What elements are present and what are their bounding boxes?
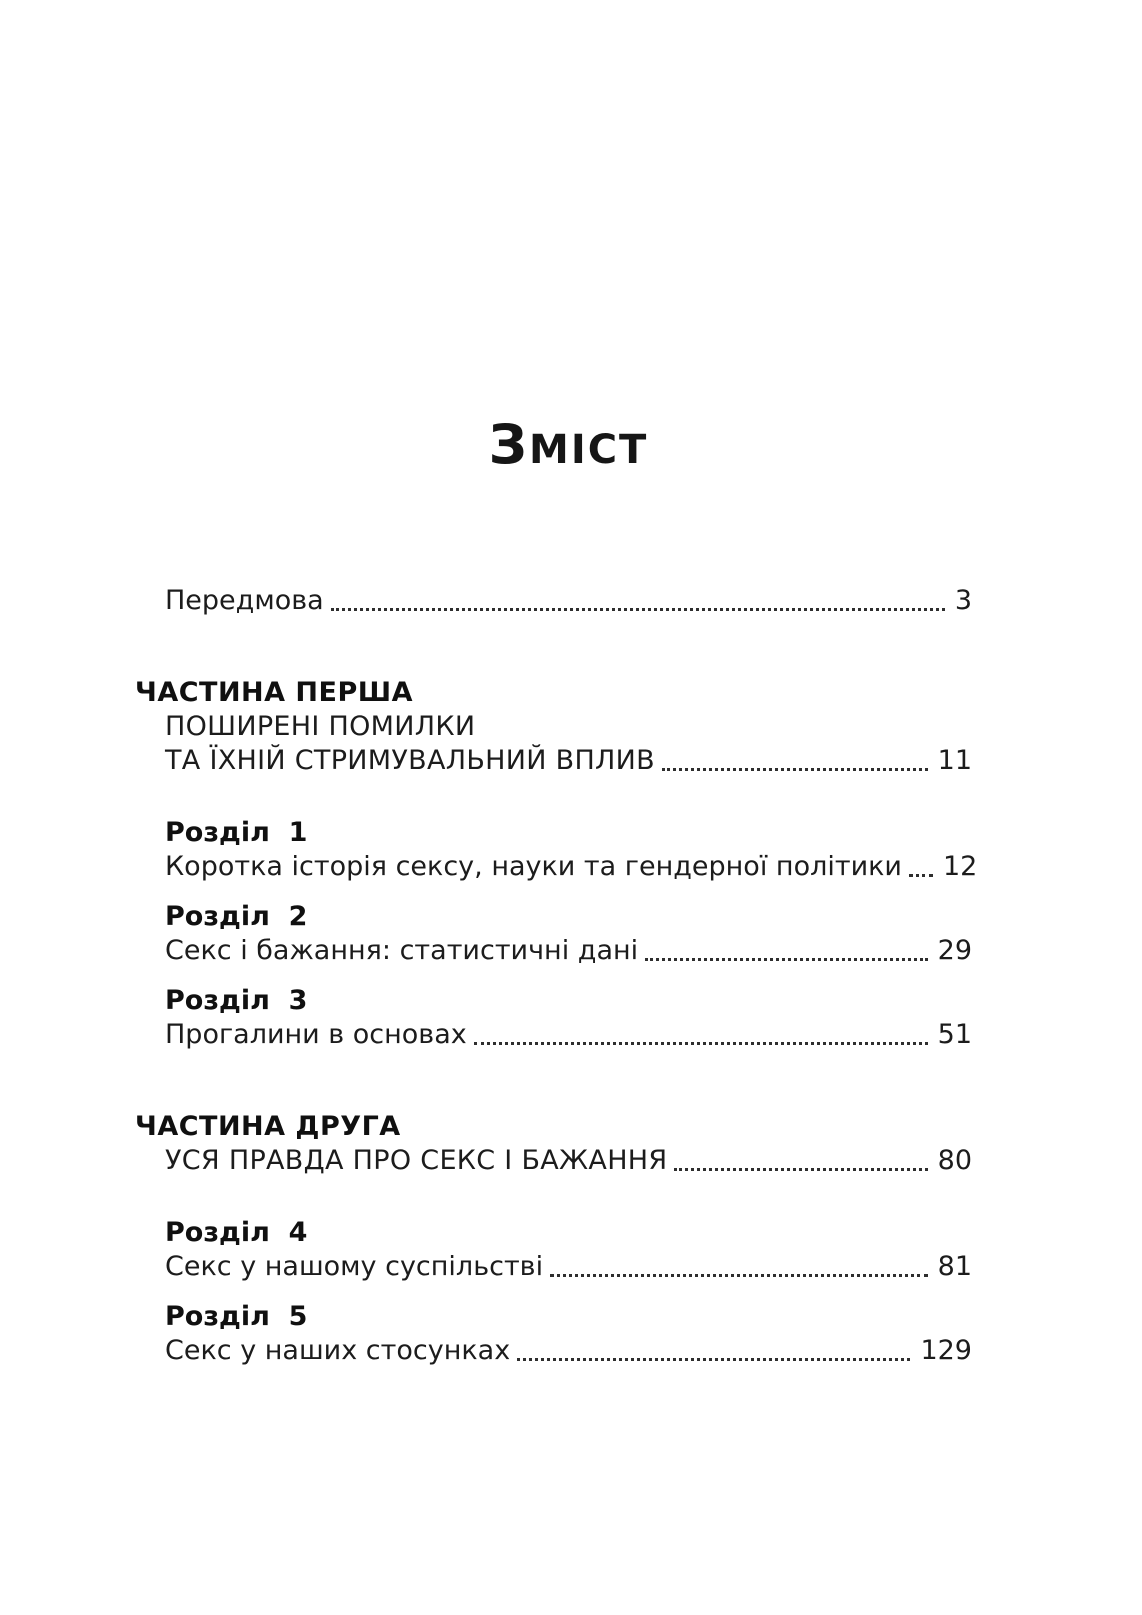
toc-row: [165, 850, 978, 884]
toc-row: [165, 584, 972, 618]
dot-leader: [331, 608, 945, 611]
page-number: 81: [937, 1251, 972, 1282]
dot-leader: [517, 1358, 910, 1361]
title-rest: МІСТ: [529, 427, 649, 473]
toc-entry-chapter-3: [165, 984, 972, 1052]
toc-row: [165, 1144, 972, 1178]
dot-leader: [550, 1274, 928, 1277]
toc-row: [165, 1018, 972, 1052]
toc-entry-chapter-5: [165, 1300, 972, 1368]
toc-entry-chapter-1: [165, 816, 978, 884]
dot-leader: [674, 1168, 927, 1171]
table-of-contents: [135, 584, 978, 1368]
toc-row: [165, 744, 972, 778]
dot-leader: [645, 958, 927, 961]
chapter-heading: Розділ 5: [165, 1301, 308, 1332]
page-title: [165, 413, 972, 476]
page-number: 29: [937, 935, 972, 966]
entry-title: Секс і бажання: статистичні дані: [165, 935, 639, 966]
part-heading: ЧАСТИНА ПЕРША: [135, 677, 414, 708]
chapter-heading: Розділ 1: [165, 817, 308, 848]
dot-leader: [909, 874, 933, 877]
dot-leader: [662, 768, 928, 771]
dot-leader: [474, 1042, 928, 1045]
title-initial-letter: З: [488, 413, 530, 476]
part-heading: ЧАСТИНА ДРУГА: [135, 1111, 401, 1142]
toc-entry-part-2: [135, 1110, 972, 1178]
page-number: 51: [937, 1019, 972, 1050]
chapter-heading: Розділ 2: [165, 901, 308, 932]
toc-row: [165, 1334, 972, 1368]
chapter-heading: Розділ 4: [165, 1217, 308, 1248]
toc-entry-chapter-4: [165, 1216, 972, 1284]
toc-entry-part-1: [135, 676, 972, 778]
page-number: 129: [920, 1335, 972, 1366]
entry-title: ТА ЇХНІЙ СТРИМУВАЛЬНИЙ ВПЛИВ: [165, 745, 655, 776]
page-number: 3: [954, 585, 972, 616]
page-number: 12: [942, 851, 978, 882]
entry-title: Секс у нашому суспільстві: [165, 1251, 544, 1282]
entry-title: Коротка історія сексу, науки та гендерної політики: [165, 851, 902, 882]
chapter-heading: Розділ 3: [165, 985, 308, 1016]
page-number: 11: [937, 745, 972, 776]
part-subtitle-line: ПОШИРЕНІ ПОМИЛКИ: [165, 711, 476, 742]
entry-title: Прогалини в основах: [165, 1019, 467, 1050]
toc-entry-preface: [165, 584, 972, 618]
toc-row: [165, 934, 972, 968]
toc-row: [165, 1250, 972, 1284]
toc-entry-chapter-2: [165, 900, 972, 968]
entry-title: Секс у наших стосунках: [165, 1335, 511, 1366]
page-number: 80: [937, 1145, 972, 1176]
entry-title: Передмова: [165, 585, 324, 616]
entry-title: УСЯ ПРАВДА ПРО СЕКС І БАЖАННЯ: [165, 1145, 668, 1176]
